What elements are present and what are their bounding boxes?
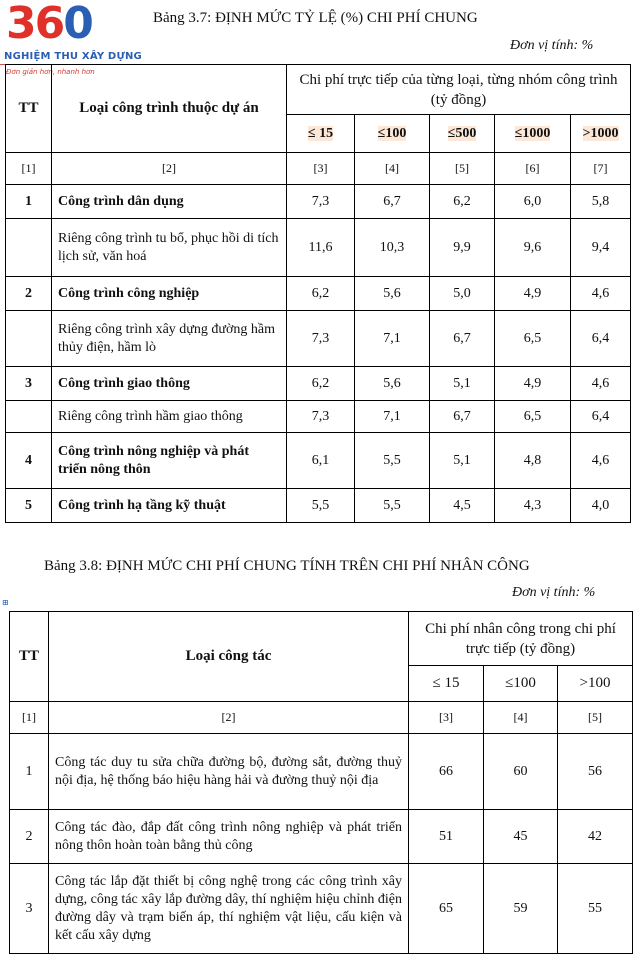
row-value: 6,2 xyxy=(430,185,495,219)
row-value: 7,3 xyxy=(287,401,355,433)
row-value: 4,6 xyxy=(571,367,631,401)
row-value: 6,5 xyxy=(495,311,571,367)
t1-col-1: ≤ 15 xyxy=(287,115,355,153)
t1-index: [4] xyxy=(355,153,430,185)
row-label: Công trình giao thông xyxy=(52,367,287,401)
row-value: 65 xyxy=(409,864,484,954)
table-row xyxy=(6,277,631,311)
row-value: 10,3 xyxy=(355,219,430,277)
table-row xyxy=(10,734,633,810)
table2-unit: Đơn vị tính: % xyxy=(512,585,596,600)
row-value: 4,6 xyxy=(571,433,631,489)
t1-index-row xyxy=(6,153,631,185)
t2-header-cost: Chi phí nhân công trong chi phí trực tiếp (tỷ đồng) xyxy=(409,612,633,666)
row-value: 6,7 xyxy=(430,401,495,433)
t1-header-tt: TT xyxy=(6,65,52,153)
table-row xyxy=(6,367,631,401)
row-value: 55 xyxy=(558,864,633,954)
t2-col-1: ≤ 15 xyxy=(409,666,484,702)
table2-title: Bảng 3.8: ĐỊNH MỨC CHI PHÍ CHUNG TÍNH TRÊN CHI PHÍ NHÂN CÔNG xyxy=(44,558,530,574)
row-value: 45 xyxy=(484,810,558,864)
t2-col-2: ≤100 xyxy=(484,666,558,702)
table-row xyxy=(10,864,633,954)
row-value: 6,1 xyxy=(287,433,355,489)
table-row xyxy=(6,489,631,523)
table-row xyxy=(6,401,631,433)
row-label: Công trình hạ tầng kỹ thuật xyxy=(52,489,287,523)
t1-header-cost: Chi phí trực tiếp của từng loại, từng nhóm công trình (tỷ đồng) xyxy=(287,65,631,115)
t1-header-type: Loại công trình thuộc dự án xyxy=(52,65,287,153)
row-value: 6,2 xyxy=(287,277,355,311)
row-label: Riêng công trình tu bổ, phục hồi di tích lịch sử, văn hoá xyxy=(52,219,287,277)
row-value: 5,6 xyxy=(355,277,430,311)
row-tt: 1 xyxy=(10,734,49,810)
row-value: 5,6 xyxy=(355,367,430,401)
t1-index: [5] xyxy=(430,153,495,185)
row-value: 4,5 xyxy=(430,489,495,523)
table1-title: Bảng 3.7: ĐỊNH MỨC TỶ LỆ (%) CHI PHÍ CHUNG xyxy=(153,10,478,26)
row-label: Công tác duy tu sửa chữa đường bộ, đường sắt, đường thuỷ nội địa, hệ thống báo hiệu hàng hải và đường thuỷ nội địa xyxy=(49,734,409,810)
row-tt xyxy=(6,311,52,367)
row-tt xyxy=(6,219,52,277)
table-row xyxy=(6,185,631,219)
table-row xyxy=(6,433,631,489)
anchor-marker: ⊞ xyxy=(2,598,9,607)
row-tt xyxy=(6,401,52,433)
t2-index: [1] xyxy=(10,702,49,734)
row-label: Công trình công nghiệp xyxy=(52,277,287,311)
row-value: 56 xyxy=(558,734,633,810)
row-label: Công tác lắp đặt thiết bị công nghệ trong các công trình xây dựng, công tác xây lắp đường dây, thí nghiệm hiệu chỉnh điện đường dây và trạm biến áp, thí nghiệm vật liệu, cấu kiện và kết cấu xây dựng xyxy=(49,864,409,954)
t2-index: [4] xyxy=(484,702,558,734)
row-value: 60 xyxy=(484,734,558,810)
logo-slogan: Đơn giản hơn, nhanh hơn xyxy=(6,68,95,76)
row-value: 42 xyxy=(558,810,633,864)
row-value: 5,1 xyxy=(430,367,495,401)
t2-index: [3] xyxy=(409,702,484,734)
t2-index: [2] xyxy=(49,702,409,734)
row-value: 9,4 xyxy=(571,219,631,277)
row-label: Công tác đào, đắp đất công trình nông nghiệp và phát triển nông thôn hoàn toàn bằng thủ công xyxy=(49,810,409,864)
table1 xyxy=(5,64,631,523)
t1-index: [1] xyxy=(6,153,52,185)
row-label: Riêng công trình hầm giao thông xyxy=(52,401,287,433)
row-value: 6,0 xyxy=(495,185,571,219)
row-label: Công trình nông nghiệp và phát triển nông thôn xyxy=(52,433,287,489)
row-tt: 3 xyxy=(6,367,52,401)
row-label: Riêng công trình xây dựng đường hầm thủy điện, hầm lò xyxy=(52,311,287,367)
row-value: 7,1 xyxy=(355,311,430,367)
row-tt: 2 xyxy=(10,810,49,864)
row-value: 11,6 xyxy=(287,219,355,277)
table-row xyxy=(6,219,631,277)
row-value: 4,9 xyxy=(495,367,571,401)
t2-header-type: Loại công tác xyxy=(49,612,409,702)
row-value: 6,5 xyxy=(495,401,571,433)
row-value: 5,5 xyxy=(355,433,430,489)
t1-col-2: ≤100 xyxy=(355,115,430,153)
row-value: 4,3 xyxy=(495,489,571,523)
row-value: 6,2 xyxy=(287,367,355,401)
row-value: 5,5 xyxy=(287,489,355,523)
row-tt: 2 xyxy=(6,277,52,311)
row-value: 4,6 xyxy=(571,277,631,311)
row-value: 5,5 xyxy=(355,489,430,523)
t1-index: [6] xyxy=(495,153,571,185)
row-value: 9,9 xyxy=(430,219,495,277)
row-label: Công trình dân dụng xyxy=(52,185,287,219)
t1-index: [3] xyxy=(287,153,355,185)
row-tt: 5 xyxy=(6,489,52,523)
t2-index-row xyxy=(10,702,633,734)
row-tt: 4 xyxy=(6,433,52,489)
row-value: 4,8 xyxy=(495,433,571,489)
t1-col-3: ≤500 xyxy=(430,115,495,153)
row-value: 6,4 xyxy=(571,401,631,433)
row-value: 7,1 xyxy=(355,401,430,433)
row-value: 6,7 xyxy=(355,185,430,219)
row-value: 6,7 xyxy=(430,311,495,367)
row-value: 4,0 xyxy=(571,489,631,523)
table2 xyxy=(9,611,633,954)
row-value: 6,4 xyxy=(571,311,631,367)
t1-index: [7] xyxy=(571,153,631,185)
row-value: 7,3 xyxy=(287,311,355,367)
row-value: 59 xyxy=(484,864,558,954)
t2-header-tt: TT xyxy=(10,612,49,702)
t1-col-4: ≤1000 xyxy=(495,115,571,153)
t2-col-3: >100 xyxy=(558,666,633,702)
table-row xyxy=(10,810,633,864)
row-value: 4,9 xyxy=(495,277,571,311)
t1-col-5: >1000 xyxy=(571,115,631,153)
row-value: 9,6 xyxy=(495,219,571,277)
row-value: 5,1 xyxy=(430,433,495,489)
logo-name: NGHIỆM THU XÂY DỰNG xyxy=(4,51,142,62)
row-tt: 3 xyxy=(10,864,49,954)
table-row xyxy=(6,311,631,367)
row-tt: 1 xyxy=(6,185,52,219)
logo-mark: 360 xyxy=(6,0,92,49)
row-value: 7,3 xyxy=(287,185,355,219)
row-value: 5,0 xyxy=(430,277,495,311)
t2-index: [5] xyxy=(558,702,633,734)
row-value: 51 xyxy=(409,810,484,864)
table1-unit: Đơn vị tính: % xyxy=(510,38,594,53)
row-value: 5,8 xyxy=(571,185,631,219)
row-value: 66 xyxy=(409,734,484,810)
t1-index: [2] xyxy=(52,153,287,185)
